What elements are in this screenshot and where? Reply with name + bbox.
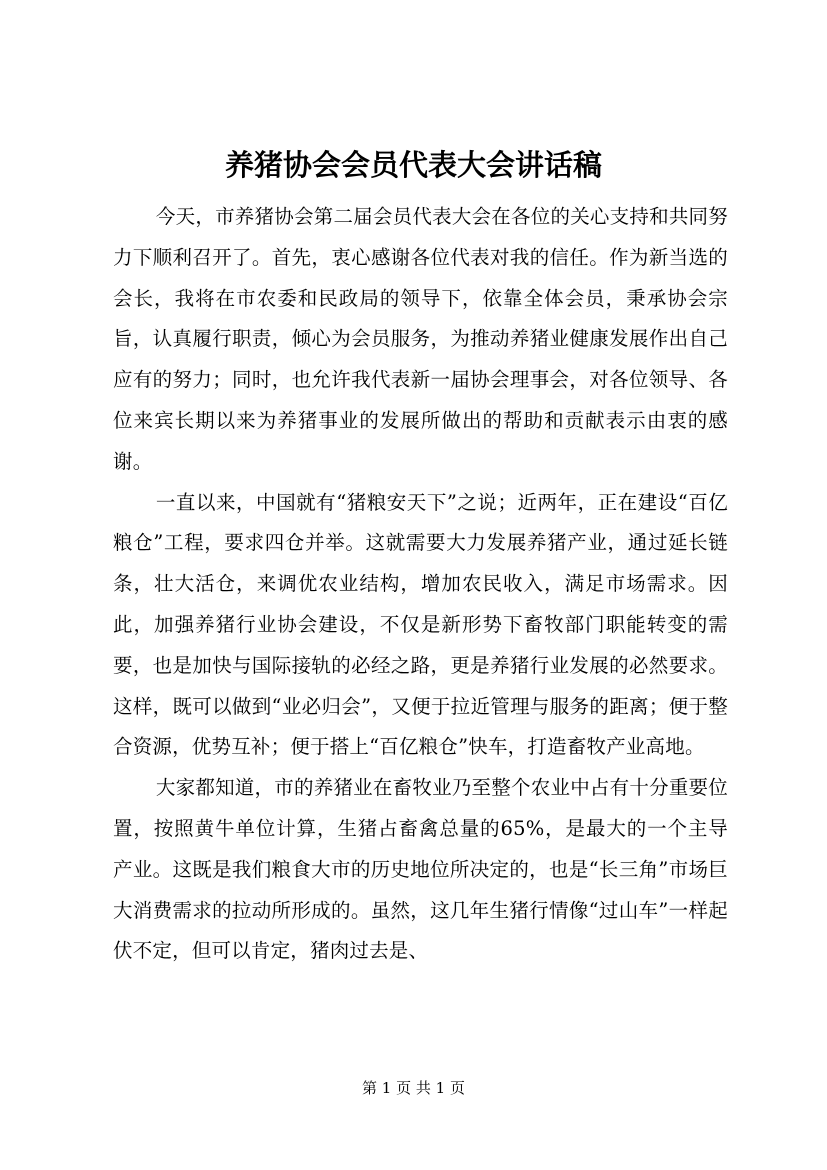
page-footer: 第 1 页 共 1 页 [362,1079,465,1097]
paragraph-2: 一直以来，中国就有“猪粮安天下”之说；近两年，正在建设“百亿粮仓”工程，要求四仓并举。这就需要大力发展养猪产业，通过延长链条，壮大活仓，来调优农业结构，增加农民收入，满足市场需求。因此，加强养猪行业协会建设，不仅是新形势下畜牧部门职能转变的需要，也是加快与国际接轨的必经之路，更是养猪行业发展的必然要求。这样，既可以做到“业必归会”，又便于拉近管理与服务的距离；便于整合资源，优势互补；便于搭上“百亿粮仓”快车，打造畜牧产业高地。 [113,490,728,759]
paragraph-1: 今天，市养猪协会第二届会员代表大会在各位的关心支持和共同努力下顺利召开了。首先，衷心感谢各位代表对我的信任。作为新当选的会长，我将在市农委和民政局的领导下，依靠全体会员，秉承协会宗旨，认真履行职责，倾心为会员服务，为推动养猪业健康发展作出自己应有的努力；同时，也允许我代表新一届协会理事会，对各位领导、各位来宾长期以来为养猪事业的发展所做出的帮助和贡献表示由衷的感谢。 [113,205,728,473]
document-body [113,197,728,972]
paragraph-3: 大家都知道，市的养猪业在畜牧业乃至整个农业中占有十分重要位置，按照黄牛单位计算，生猪占畜禽总量的65%，是最大的一个主导产业。这既是我们粮食大市的历史地位所决定的，也是“长三角”市场巨大消费需求的拉动所形成的。虽然，这几年生猪行情像“过山车”一样起伏不定，但可以肯定，猪肉过去是、 [113,776,728,963]
document-title: 养猪协会会员代表大会讲话稿 [224,148,602,182]
